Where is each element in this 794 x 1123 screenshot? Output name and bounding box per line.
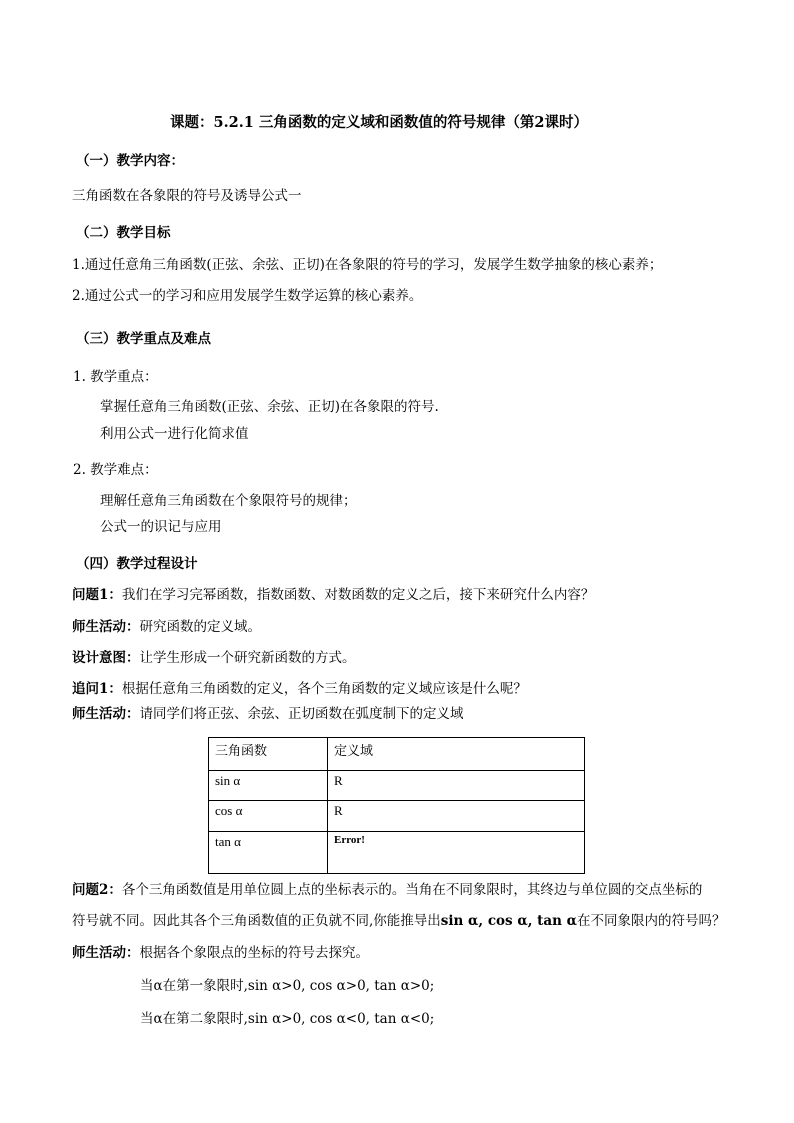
table-cell-function: cos α	[209, 801, 328, 832]
section-1-heading: （一）教学内容：	[76, 153, 184, 169]
table-cell-domain: Error!	[328, 832, 585, 874]
activity-3	[72, 944, 369, 962]
key-point-item: 掌握任意角三角函数(正弦、余弦、正切)在各象限的符号.	[100, 399, 439, 415]
activity-3-label: 师生活动：	[72, 945, 140, 961]
difficulty-label: 2. 教学难点：	[73, 462, 158, 478]
design-intent	[72, 649, 356, 667]
table-row	[209, 771, 585, 801]
question-1	[72, 586, 594, 604]
design-intent-label: 设计意图：	[72, 650, 140, 666]
activity-1-label: 师生活动：	[72, 619, 140, 635]
table-header-row	[209, 738, 585, 771]
key-point-item: 利用公式一进行化简求值	[100, 426, 249, 442]
question-2-text: 在不同象限内的符号吗？	[577, 913, 726, 929]
domain-table	[208, 737, 585, 874]
activity-1	[72, 618, 261, 636]
activity-2	[72, 705, 464, 723]
table-cell-function: sin α	[209, 771, 328, 801]
question-1-text: 我们在学习完幂函数，指数函数、对数函数的定义之后，接下来研究什么内容？	[121, 587, 595, 603]
activity-3-text: 根据各个象限点的坐标的符号去探究。	[139, 945, 369, 961]
table-cell-function: tan α	[209, 832, 328, 874]
section-1-body: 三角函数在各象限的符号及诱导公式一	[72, 188, 302, 204]
design-intent-text: 让学生形成一个研究新函数的方式。	[139, 650, 356, 666]
objective-item: 1.通过任意角三角函数(正弦、余弦、正切)在各象限的符号的学习，发展学生数学抽象的核心素养；	[72, 257, 663, 273]
table-header-cell: 定义域	[328, 738, 585, 771]
question-2-line-2	[72, 912, 726, 930]
key-points-label: 1. 教学重点：	[73, 369, 158, 385]
section-4-heading: （四）教学过程设计	[76, 556, 198, 572]
follow-up-1-label: 追问1：	[72, 681, 122, 697]
activity-2-label: 师生活动：	[72, 706, 140, 722]
section-2-heading: （二）教学目标	[76, 225, 171, 241]
question-2-functions: sin α, cos α, tan α	[440, 913, 578, 929]
question-2-label: 问题2：	[72, 882, 122, 898]
quadrant-case: 当α在第二象限时,sin α>0, cos α<0, tan α<0;	[140, 1011, 435, 1027]
table-cell-domain: R	[328, 771, 585, 801]
question-1-label: 问题1：	[72, 587, 122, 603]
follow-up-1	[72, 680, 527, 698]
page-title: 课题：5.2.1 三角函数的定义域和函数值的符号规律（第2课时）	[170, 114, 588, 131]
question-2-line-1	[72, 881, 702, 899]
activity-2-text: 请同学们将正弦、余弦、正切函数在弧度制下的定义域	[139, 706, 464, 722]
question-2-text: 各个三角函数值是用单位圆上点的坐标表示的。当角在不同象限时，其终边与单位圆的交点坐标的	[121, 882, 703, 898]
table-row	[209, 801, 585, 832]
difficulty-item: 公式一的识记与应用	[100, 519, 222, 535]
table-row	[209, 832, 585, 874]
difficulty-item: 理解任意角三角函数在个象限符号的规律；	[100, 493, 357, 509]
question-2-text: 符号就不同。因此其各个三角函数值的正负就不同,你能推导出	[72, 913, 441, 929]
objective-item: 2.通过公式一的学习和应用发展学生数学运算的核心素养。	[72, 288, 423, 304]
section-3-heading: （三）教学重点及难点	[76, 331, 211, 347]
table-cell-domain: R	[328, 801, 585, 832]
quadrant-case: 当α在第一象限时,sin α>0, cos α>0, tan α>0;	[140, 978, 435, 994]
table-header-cell: 三角函数	[209, 738, 328, 771]
follow-up-1-text: 根据任意角三角函数的定义，各个三角函数的定义域应该是什么呢？	[121, 681, 527, 697]
activity-1-text: 研究函数的定义域。	[139, 619, 261, 635]
